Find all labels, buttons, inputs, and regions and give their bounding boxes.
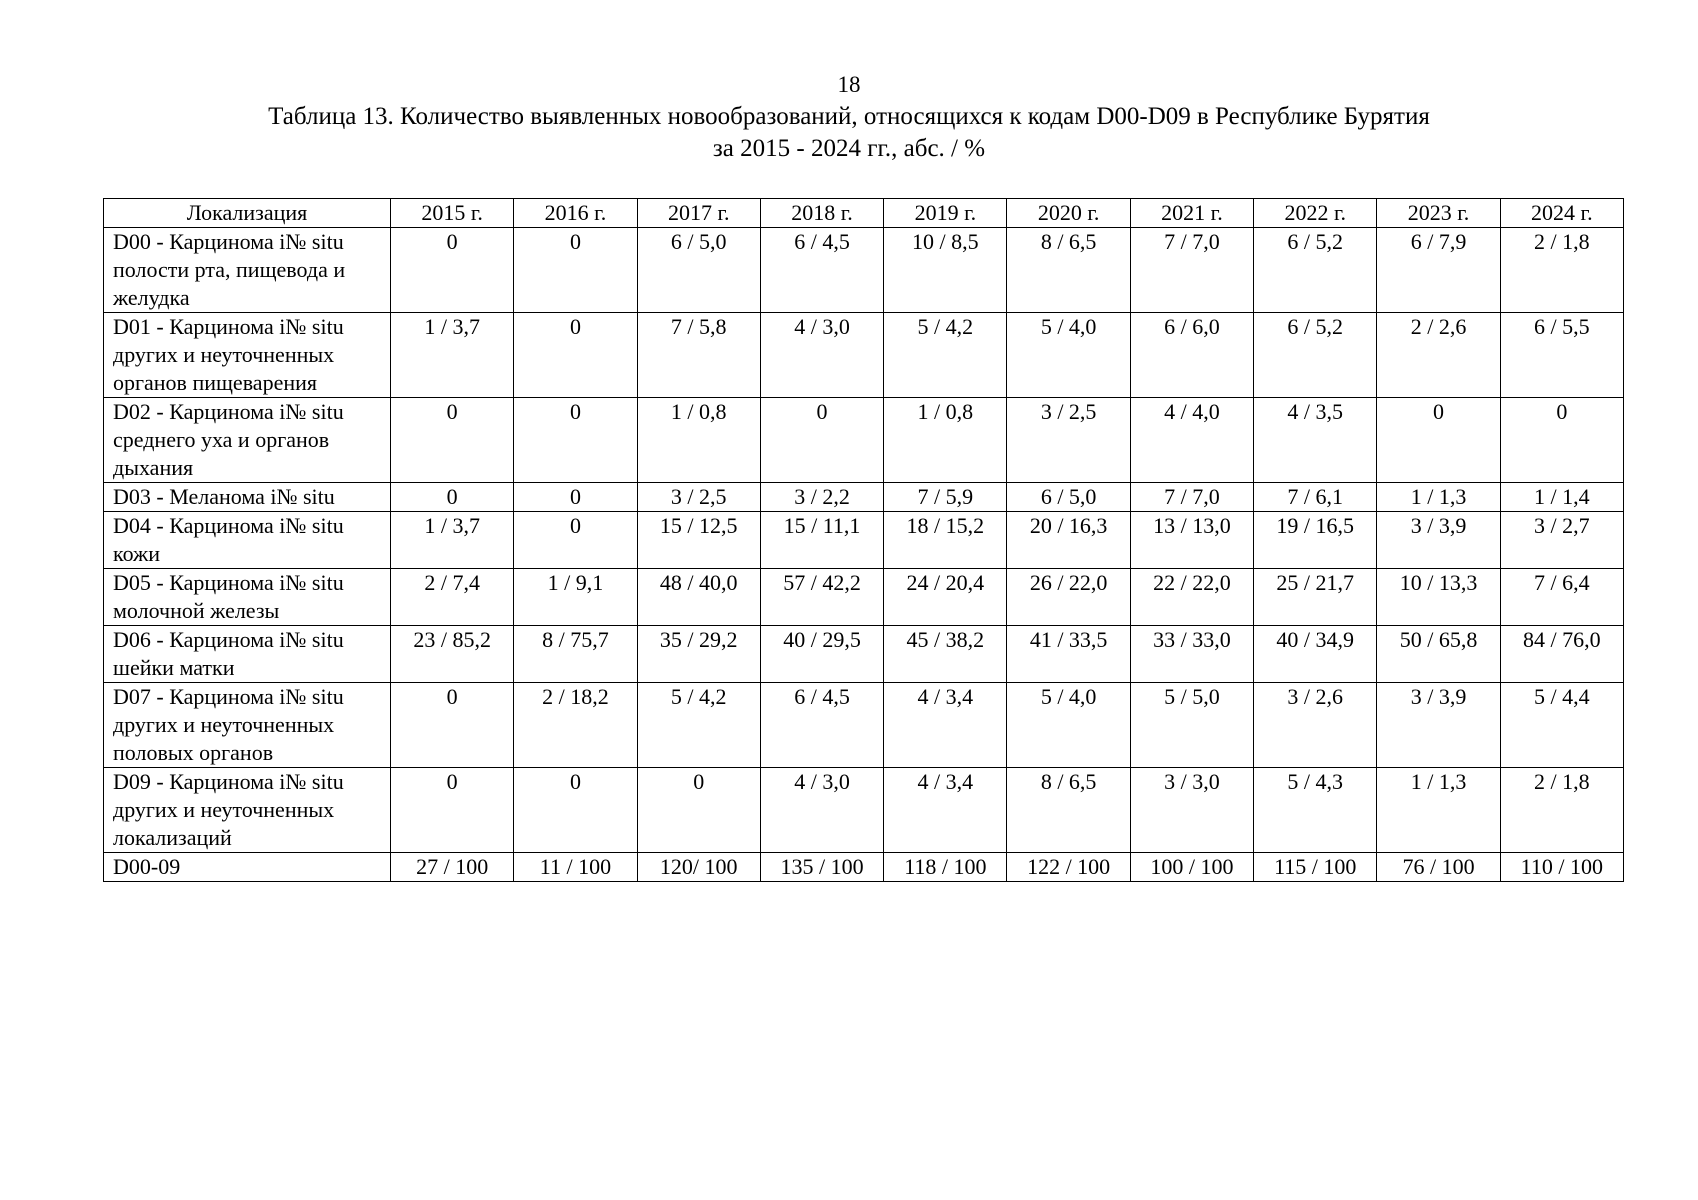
row-value-cell: 0: [391, 683, 514, 768]
row-value-cell: 10 / 13,3: [1377, 569, 1500, 626]
table-row: [104, 313, 1624, 398]
table-row: [104, 626, 1624, 683]
row-value-cell: 2 / 7,4: [391, 569, 514, 626]
row-location-cell: D00 - Карцинома i№ situ полости рта, пищевода и желудка: [104, 228, 391, 313]
table-title: [150, 101, 1548, 165]
row-value-cell: 10 / 8,5: [884, 228, 1007, 313]
header-year: 2019 г.: [884, 199, 1007, 228]
table-row: [104, 683, 1624, 768]
row-value-cell: 3 / 3,9: [1377, 683, 1500, 768]
row-value-cell: 20 / 16,3: [1007, 512, 1130, 569]
row-value-cell: 35 / 29,2: [637, 626, 760, 683]
row-value-cell: 2 / 1,8: [1500, 768, 1623, 853]
row-value-cell: 15 / 12,5: [637, 512, 760, 569]
row-value-cell: 4 / 3,0: [760, 313, 883, 398]
row-value-cell: 84 / 76,0: [1500, 626, 1623, 683]
page-number: 18: [837, 72, 861, 97]
row-value-cell: 3 / 3,9: [1377, 512, 1500, 569]
table-header-row: [104, 199, 1624, 228]
row-value-cell: 5 / 4,2: [884, 313, 1007, 398]
row-value-cell: 13 / 13,0: [1130, 512, 1253, 569]
row-location-cell: D01 - Карцинома i№ situ других и неуточненных органов пищеварения: [104, 313, 391, 398]
row-value-cell: 2 / 2,6: [1377, 313, 1500, 398]
row-value-cell: 1 / 9,1: [514, 569, 637, 626]
row-value-cell: 4 / 3,5: [1254, 398, 1377, 483]
row-value-cell: 1 / 3,7: [391, 313, 514, 398]
row-value-cell: 40 / 29,5: [760, 626, 883, 683]
row-value-cell: 7 / 7,0: [1130, 483, 1253, 512]
row-value-cell: 8 / 6,5: [1007, 768, 1130, 853]
table-row: [104, 483, 1624, 512]
table-row: [104, 768, 1624, 853]
row-value-cell: 5 / 4,2: [637, 683, 760, 768]
row-value-cell: 2 / 18,2: [514, 683, 637, 768]
row-value-cell: 115 / 100: [1254, 853, 1377, 882]
header-year: 2017 г.: [637, 199, 760, 228]
row-value-cell: 0: [514, 512, 637, 569]
header-year: 2021 г.: [1130, 199, 1253, 228]
row-value-cell: 3 / 2,2: [760, 483, 883, 512]
row-value-cell: 45 / 38,2: [884, 626, 1007, 683]
row-value-cell: 6 / 7,9: [1377, 228, 1500, 313]
row-value-cell: 135 / 100: [760, 853, 883, 882]
row-value-cell: 120/ 100: [637, 853, 760, 882]
row-value-cell: 2 / 1,8: [1500, 228, 1623, 313]
row-location-cell: D03 - Меланома i№ situ: [104, 483, 391, 512]
row-value-cell: 0: [514, 398, 637, 483]
row-value-cell: 1 / 1,3: [1377, 483, 1500, 512]
row-value-cell: 15 / 11,1: [760, 512, 883, 569]
row-value-cell: 0: [514, 313, 637, 398]
row-value-cell: 7 / 7,0: [1130, 228, 1253, 313]
table-row: [104, 228, 1624, 313]
row-value-cell: 27 / 100: [391, 853, 514, 882]
row-value-cell: 1 / 0,8: [884, 398, 1007, 483]
row-value-cell: 0: [391, 483, 514, 512]
row-value-cell: 22 / 22,0: [1130, 569, 1253, 626]
row-value-cell: 7 / 5,9: [884, 483, 1007, 512]
row-value-cell: 76 / 100: [1377, 853, 1500, 882]
row-value-cell: 6 / 5,2: [1254, 228, 1377, 313]
row-value-cell: 5 / 4,0: [1007, 683, 1130, 768]
row-value-cell: 3 / 2,5: [1007, 398, 1130, 483]
header-location: Локализация: [104, 199, 391, 228]
row-value-cell: 3 / 2,5: [637, 483, 760, 512]
row-value-cell: 4 / 4,0: [1130, 398, 1253, 483]
row-value-cell: 6 / 5,5: [1500, 313, 1623, 398]
table-row: [104, 853, 1624, 882]
row-value-cell: 11 / 100: [514, 853, 637, 882]
table-title-line-1: Таблица 13. Количество выявленных новообразований, относящихся к кодам D00-D09 в Республике Бурятия: [268, 103, 1430, 130]
row-value-cell: 110 / 100: [1500, 853, 1623, 882]
row-location-cell: D00-09: [104, 853, 391, 882]
header-year: 2018 г.: [760, 199, 883, 228]
row-value-cell: 4 / 3,4: [884, 768, 1007, 853]
row-value-cell: 19 / 16,5: [1254, 512, 1377, 569]
row-value-cell: 1 / 3,7: [391, 512, 514, 569]
row-value-cell: 0: [514, 768, 637, 853]
row-location-cell: D07 - Карцинома i№ situ других и неуточненных половых органов: [104, 683, 391, 768]
header-year: 2015 г.: [391, 199, 514, 228]
row-value-cell: 48 / 40,0: [637, 569, 760, 626]
table-row: [104, 398, 1624, 483]
row-value-cell: 3 / 3,0: [1130, 768, 1253, 853]
row-value-cell: 4 / 3,0: [760, 768, 883, 853]
header-year: 2022 г.: [1254, 199, 1377, 228]
row-value-cell: 0: [760, 398, 883, 483]
table-row: [104, 569, 1624, 626]
row-value-cell: 6 / 5,0: [1007, 483, 1130, 512]
row-value-cell: 5 / 4,3: [1254, 768, 1377, 853]
row-location-cell: D06 - Карцинома i№ situ шейки матки: [104, 626, 391, 683]
row-location-cell: D09 - Карцинома i№ situ других и неуточненных локализаций: [104, 768, 391, 853]
row-value-cell: 6 / 6,0: [1130, 313, 1253, 398]
row-value-cell: 1 / 0,8: [637, 398, 760, 483]
row-value-cell: 100 / 100: [1130, 853, 1253, 882]
row-value-cell: 7 / 6,1: [1254, 483, 1377, 512]
row-location-cell: D04 - Карцинома i№ situ кожи: [104, 512, 391, 569]
row-value-cell: 0: [514, 483, 637, 512]
row-value-cell: 0: [391, 228, 514, 313]
row-value-cell: 122 / 100: [1007, 853, 1130, 882]
row-value-cell: 5 / 5,0: [1130, 683, 1253, 768]
row-value-cell: 8 / 75,7: [514, 626, 637, 683]
row-location-cell: D02 - Карцинома i№ situ среднего уха и органов дыхания: [104, 398, 391, 483]
table-title-line-2: за 2015 - 2024 гг., абс. / %: [712, 135, 986, 162]
row-value-cell: 0: [391, 398, 514, 483]
row-value-cell: 26 / 22,0: [1007, 569, 1130, 626]
row-value-cell: 0: [637, 768, 760, 853]
row-value-cell: 6 / 5,2: [1254, 313, 1377, 398]
table-row: [104, 512, 1624, 569]
row-value-cell: 57 / 42,2: [760, 569, 883, 626]
row-location-cell: D05 - Карцинома i№ situ молочной железы: [104, 569, 391, 626]
row-value-cell: 25 / 21,7: [1254, 569, 1377, 626]
header-year: 2016 г.: [514, 199, 637, 228]
row-value-cell: 3 / 2,6: [1254, 683, 1377, 768]
header-year: 2023 г.: [1377, 199, 1500, 228]
row-value-cell: 0: [514, 228, 637, 313]
row-value-cell: 4 / 3,4: [884, 683, 1007, 768]
row-value-cell: 0: [1500, 398, 1623, 483]
row-value-cell: 23 / 85,2: [391, 626, 514, 683]
row-value-cell: 0: [1377, 398, 1500, 483]
row-value-cell: 7 / 5,8: [637, 313, 760, 398]
row-value-cell: 50 / 65,8: [1377, 626, 1500, 683]
row-value-cell: 3 / 2,7: [1500, 512, 1623, 569]
header-year: 2020 г.: [1007, 199, 1130, 228]
row-value-cell: 118 / 100: [884, 853, 1007, 882]
header-year: 2024 г.: [1500, 199, 1623, 228]
row-value-cell: 8 / 6,5: [1007, 228, 1130, 313]
row-value-cell: 18 / 15,2: [884, 512, 1007, 569]
neoplasm-table: [103, 198, 1624, 882]
row-value-cell: 33 / 33,0: [1130, 626, 1253, 683]
row-value-cell: 5 / 4,0: [1007, 313, 1130, 398]
row-value-cell: 6 / 4,5: [760, 228, 883, 313]
row-value-cell: 5 / 4,4: [1500, 683, 1623, 768]
row-value-cell: 41 / 33,5: [1007, 626, 1130, 683]
row-value-cell: 6 / 4,5: [760, 683, 883, 768]
row-value-cell: 7 / 6,4: [1500, 569, 1623, 626]
row-value-cell: 1 / 1,3: [1377, 768, 1500, 853]
row-value-cell: 40 / 34,9: [1254, 626, 1377, 683]
row-value-cell: 24 / 20,4: [884, 569, 1007, 626]
row-value-cell: 1 / 1,4: [1500, 483, 1623, 512]
row-value-cell: 0: [391, 768, 514, 853]
row-value-cell: 6 / 5,0: [637, 228, 760, 313]
